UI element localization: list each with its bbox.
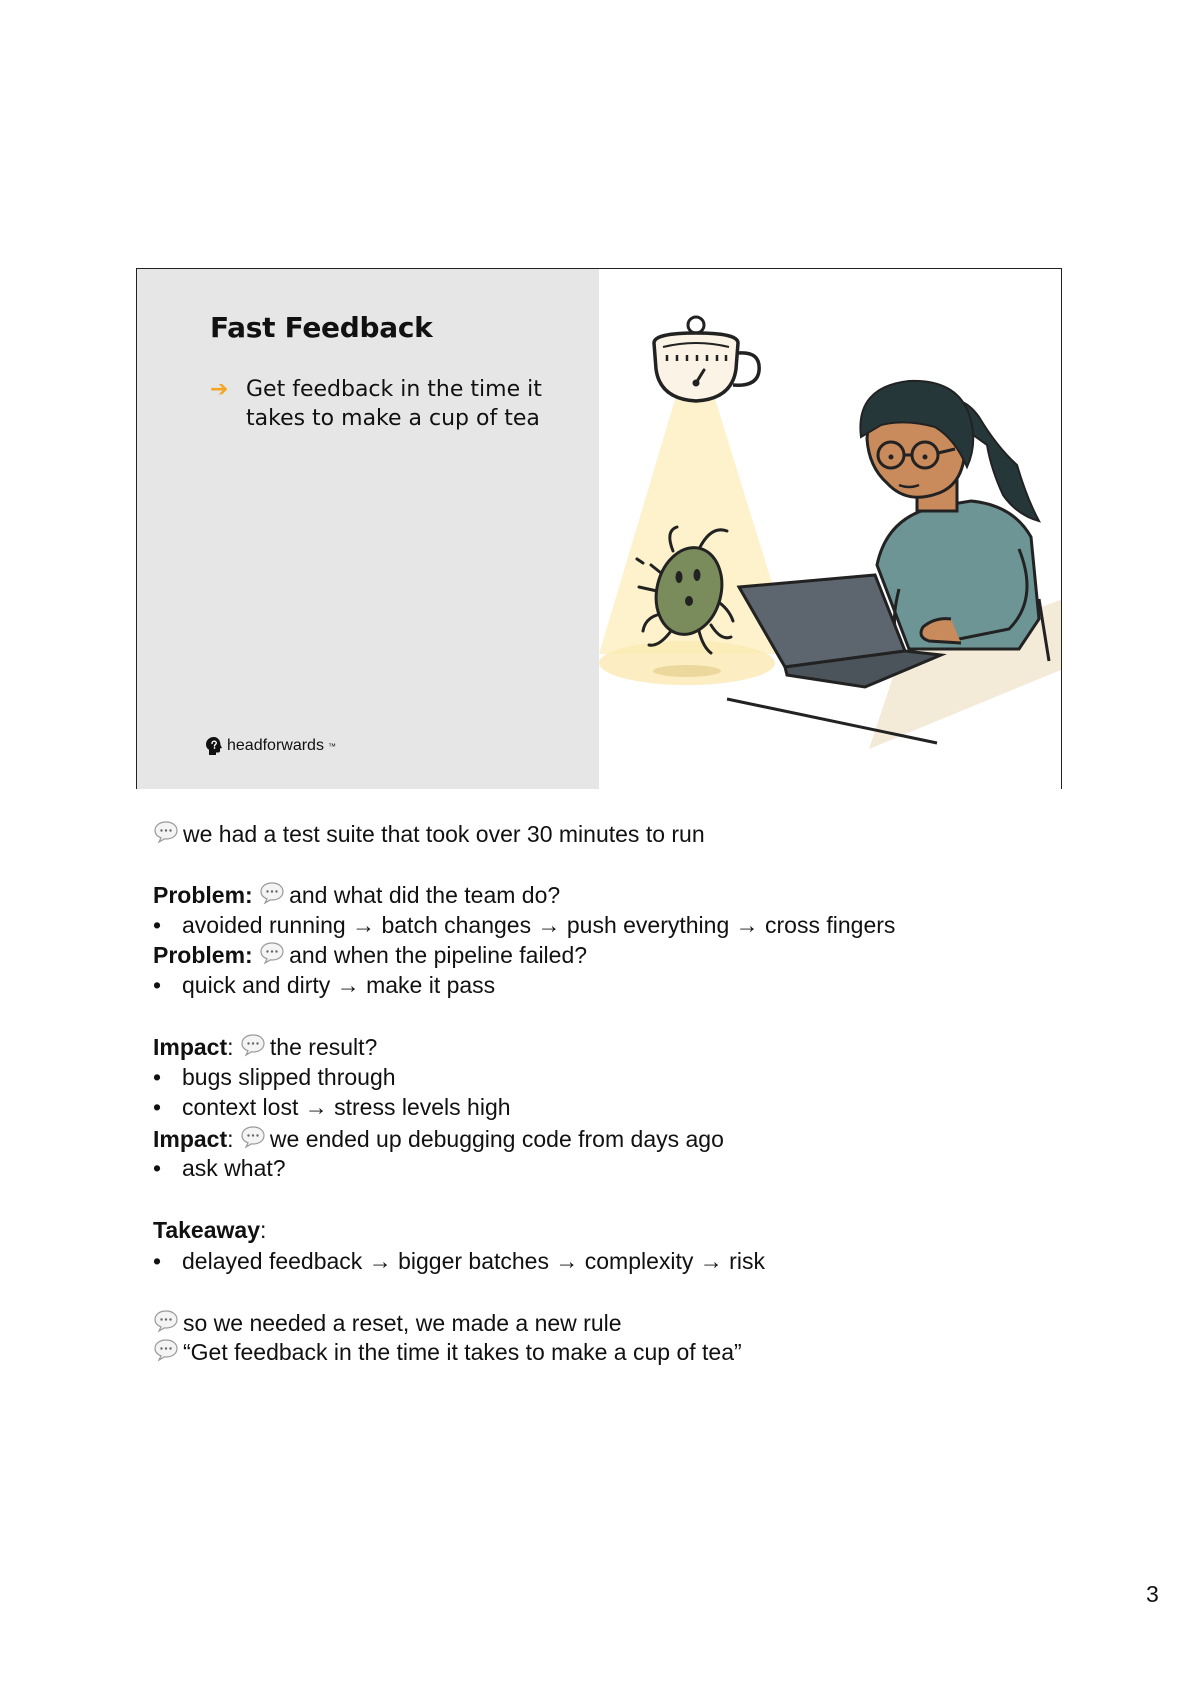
slide-bullet-text: Get feedback in the time it takes to make a cup of tea: [246, 377, 542, 431]
teacup-timer-icon: [654, 317, 759, 401]
speech-bubble-icon: [153, 1338, 179, 1362]
logo-trademark: ™: [327, 741, 336, 751]
note-line-problem-1: [153, 881, 560, 909]
takeaway-label: Takeaway: [153, 1217, 260, 1243]
speech-bubble-icon: [240, 1125, 266, 1149]
impact-label: Impact: [153, 1034, 228, 1060]
logo-text: headforwards: [227, 737, 324, 754]
bullet-text: avoided running → batch changes → push everything → cross fingers: [182, 912, 896, 938]
problem-question: and what did the team do?: [289, 882, 561, 908]
closing-text-1: so we needed a reset, we made a new rule: [183, 1310, 622, 1336]
page-number: 3: [1146, 1581, 1159, 1607]
note-line-closing-1: [153, 1309, 622, 1337]
bullet-dot: •: [153, 1248, 162, 1274]
bullet-dot: •: [153, 1155, 162, 1181]
speech-bubble-icon: [259, 941, 285, 965]
bullet-dot: •: [153, 1094, 162, 1120]
bullet-text: delayed feedback → bigger batches → complexity → risk: [182, 1248, 765, 1274]
bullet-text: bugs slipped through: [182, 1064, 396, 1090]
headforwards-logo: [205, 736, 336, 756]
arrow-right-icon: ➔: [210, 377, 229, 402]
speech-bubble-icon: [259, 881, 285, 905]
impact-question: the result?: [269, 1034, 378, 1060]
note-line-intro: [153, 820, 705, 848]
bullet-text: context lost → stress levels high: [182, 1094, 511, 1120]
problem-label: Problem:: [153, 882, 253, 908]
speech-bubble-icon: [153, 1309, 179, 1333]
note-line-impact-2: Impact: we ended up debugging code from days ago: [153, 1126, 724, 1152]
slide-title: Fast Feedback: [210, 311, 433, 344]
impact-label: Impact: [153, 1126, 228, 1152]
head-logo-icon: [205, 736, 223, 756]
note-intro-text: we had a test suite that took over 30 minutes to run: [183, 821, 705, 847]
bullet-text: ask what?: [182, 1155, 286, 1181]
bullet-dot: •: [153, 1064, 162, 1090]
note-line-closing-2: [153, 1338, 742, 1366]
bullet-dot: •: [153, 912, 162, 938]
impact-statement: we ended up debugging code from days ago: [269, 1126, 724, 1152]
tea-timer-bug-developer-illustration: [599, 269, 1062, 789]
bullet-text: quick and dirty → make it pass: [182, 972, 496, 998]
bullet-dot: •: [153, 972, 162, 998]
slide-thumbnail: [136, 268, 1062, 789]
problem-label: Problem:: [153, 942, 253, 968]
note-line-impact-1: Impact: the result?: [153, 1034, 378, 1060]
slide-text-panel: [137, 269, 599, 789]
speech-bubble-icon: [240, 1033, 266, 1057]
note-line-takeaway: Takeaway:: [153, 1217, 267, 1243]
note-line-problem-2: [153, 941, 587, 969]
closing-text-2: “Get feedback in the time it takes to make a cup of tea”: [183, 1339, 742, 1365]
problem-question: and when the pipeline failed?: [289, 942, 588, 968]
speech-bubble-icon: [153, 820, 179, 844]
